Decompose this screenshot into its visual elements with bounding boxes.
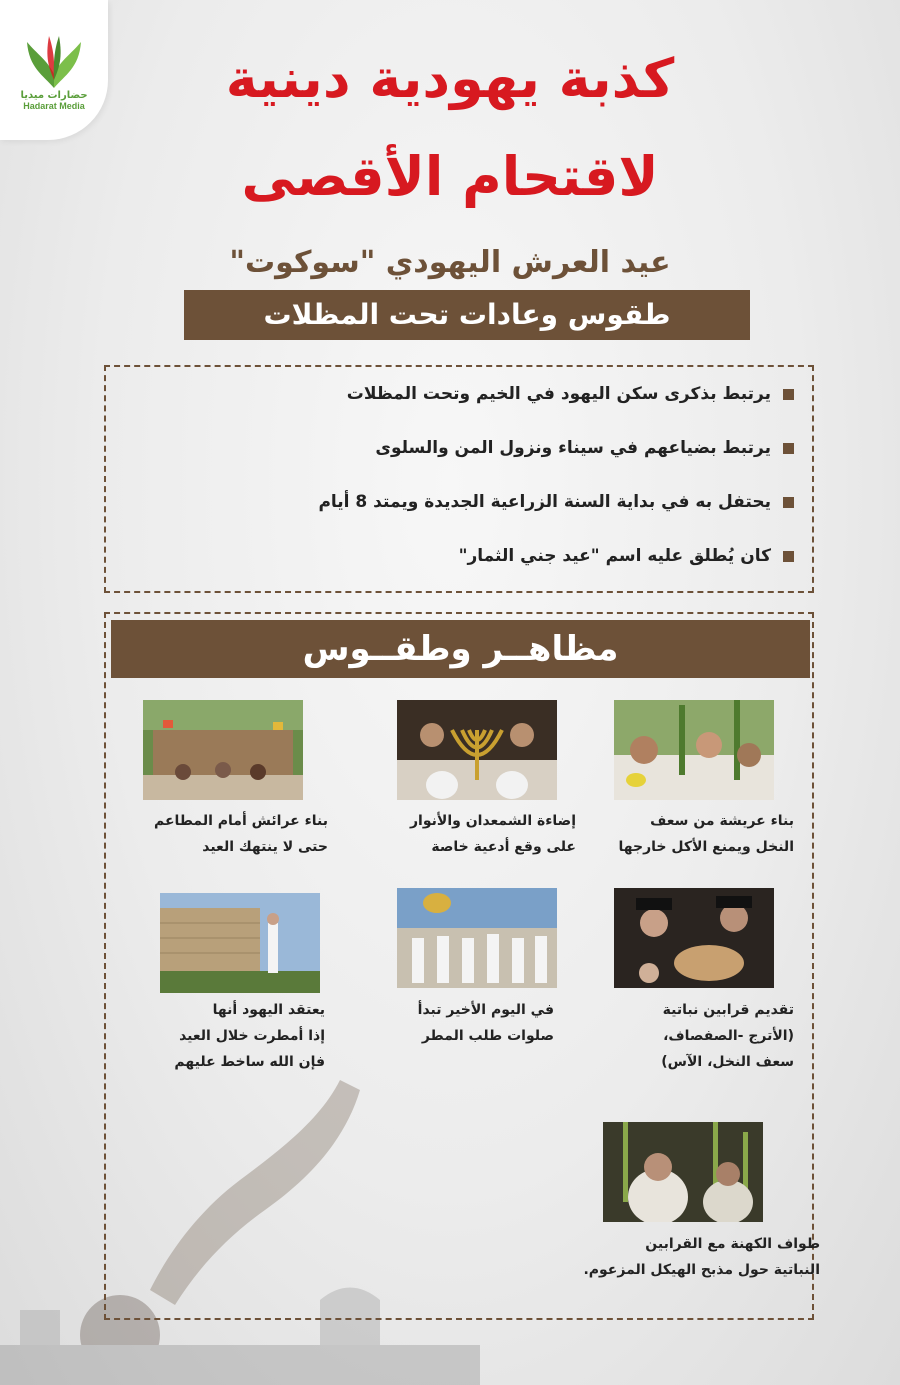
caption-rain-prayers: في اليوم الأخير تبدأ صلوات طلب المطر [417,1002,554,1044]
menorah-photo [397,700,557,800]
fact-item [375,433,794,463]
facts-box [104,365,814,593]
logo-name-ar: حضارات ميديا [20,90,88,101]
title-line-2: لاقتحام الأقصى [241,145,659,208]
square-bullet-icon [783,389,794,400]
fact-item [318,487,794,517]
section-title: مظاهــر وطقــوس [111,620,810,678]
fact-text: كان يُطلق عليه اسم "عيد جني الثمار" [458,546,771,566]
caption-plant-offerings: تقديم قرابين نباتية (الأترج -الصفصاف، سعف النخل، الآس) [661,1002,794,1070]
priests-photo [603,1122,763,1222]
square-bullet-icon [783,497,794,508]
caption-menorah: إضاءة الشمعدان والأنوار على وقع أدعية خاصة [410,813,576,855]
palm-fronds-photo [614,700,774,800]
offerings-photo [614,888,774,988]
square-bullet-icon [783,443,794,454]
logo-name-en: Hadarat Media [23,101,85,111]
sukkah-restaurant-photo [143,700,303,800]
rituals-banner: طقوس وعادات تحت المظلات [184,290,750,340]
caption-rain-belief: يعتقد اليهود أنها إذا أمطرت خلال العيد فإن الله ساخط عليهم [174,1002,325,1070]
fact-text: يحتفل به في بداية السنة الزراعية الجديدة ويمتد 8 أيام [318,492,771,512]
wall-photo [160,893,320,993]
caption-priests-circling: طواف الكهنة مع القرابين النباتية حول مذبح الهيكل المزعوم. [583,1236,820,1278]
fact-item [459,541,794,571]
fact-item [347,379,794,409]
fact-text: يرتبط بضياعهم في سيناء ونزول المن والسلوى [375,438,771,458]
subtitle: عيد العرش اليهودي "سوكوت" [229,245,671,280]
caption-sukkah-palm: بناء عريشة من سعف النخل ويمنع الأكل خارجها [618,813,794,855]
caption-restaurant-sukkah: بناء عرائش أمام المطاعم حتى لا ينتهك العيد [154,813,328,855]
square-bullet-icon [783,551,794,562]
fact-text: يرتبط بذكرى سكن اليهود في الخيم وتحت المظلات [346,384,771,404]
title-line-1: كذبة يهودية دينية [225,47,675,110]
rain-prayer-photo [397,888,557,988]
